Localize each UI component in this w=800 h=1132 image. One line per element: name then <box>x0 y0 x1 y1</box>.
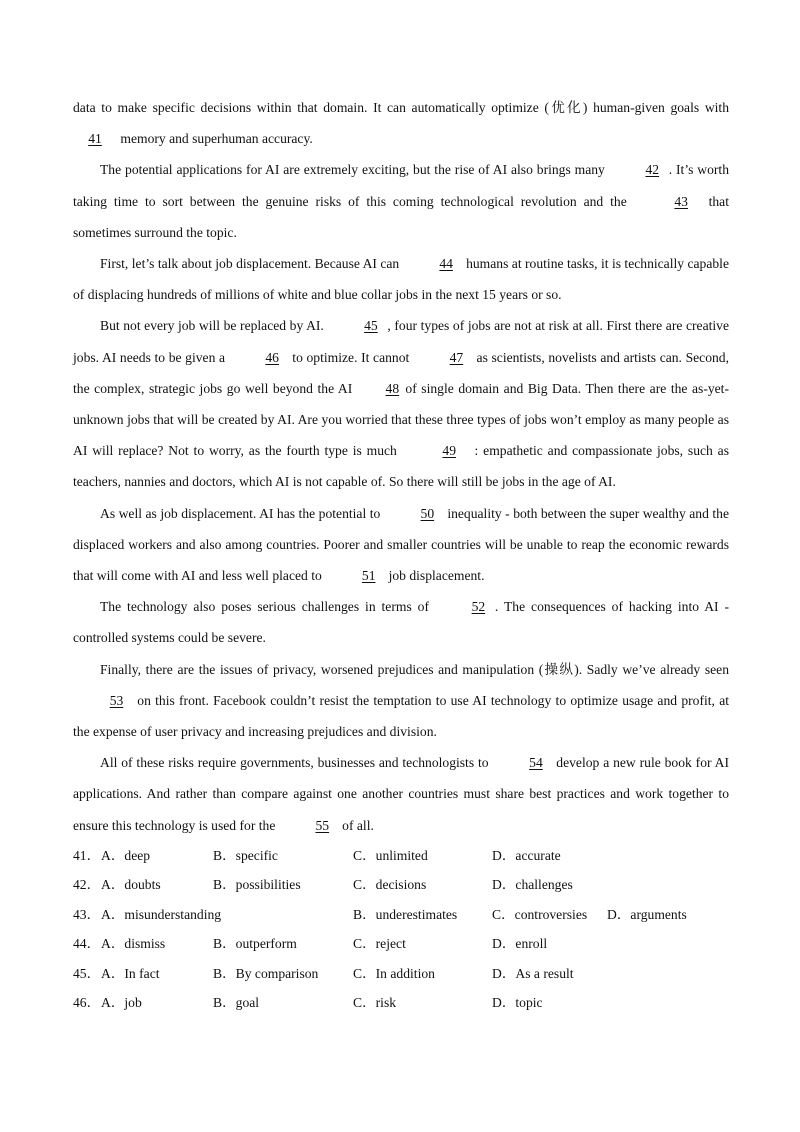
option-c: C．reject <box>353 936 406 952</box>
passage-paragraph-1: data to make specific decisions within that domain. It can automatically optimize (优化) human-given goals with 41 memory and superhuman accuracy. <box>73 92 729 154</box>
option-d: D．challenges <box>492 877 573 893</box>
option-a: A．In fact <box>101 965 160 981</box>
passage-paragraph-6: The technology also poses serious challenges in terms of 52 . The consequences of hacking into AI - controlled systems could be severe. <box>73 591 729 653</box>
option-c: C．In addition <box>353 965 435 981</box>
passage-paragraph-3: First, let’s talk about job displacement. Because AI can 44 humans at routine tasks, it is technically capable of displacing hundreds of millions of white and blue collar jobs in the next 15 years or so. <box>73 248 729 310</box>
question-46-options <box>73 988 729 1018</box>
blank-42: 42 <box>645 162 660 178</box>
blank-45: 45 <box>364 318 378 334</box>
answer-options <box>73 841 729 1018</box>
blank-43: 43 <box>674 193 688 209</box>
blank-44: 44 <box>439 256 453 272</box>
option-b: B．goal <box>213 995 260 1011</box>
option-d: D．topic <box>492 995 543 1011</box>
blank-55: 55 <box>315 817 330 833</box>
question-number: 46． <box>73 995 101 1011</box>
question-number: 44． <box>73 936 101 952</box>
question-number: 42． <box>73 877 101 893</box>
passage-paragraph-7: Finally, there are the issues of privacy, worsened prejudices and manipulation (操纵). Sadly we’ve already seen 53 on this front. Facebook couldn’t resist the temptation to use AI technology to optimize usage and profit, at the expense of user privacy and increasing prejudices and division. <box>73 661 729 740</box>
blank-54: 54 <box>529 755 543 771</box>
question-41-options <box>73 841 729 871</box>
blank-49: 49 <box>442 443 456 459</box>
blank-46: 46 <box>265 349 279 365</box>
option-c: C．unlimited <box>353 847 428 863</box>
question-number: 45． <box>73 965 101 981</box>
blank-47: 47 <box>449 349 464 365</box>
passage-paragraph-2: The potential applications for AI are extremely exciting, but the rise of AI also brings many 42 . It’s worth taking time to sort between the genuine risks of this coming technological revolution and the 43 that sometimes surround the topic. <box>73 154 729 248</box>
passage-paragraph-5: As well as job displacement. AI has the potential to 50 inequality - both between the super wealthy and the displaced workers and also among countries. Poorer and smaller countries will be unable to reap the economic rewards that will come with AI and less well placed to 51 job displacement. <box>73 498 729 592</box>
question-42-options <box>73 870 729 900</box>
option-b: B．By comparison <box>213 965 319 981</box>
blank-50: 50 <box>420 505 435 521</box>
question-number: 41． <box>73 847 101 863</box>
option-d: D．enroll <box>492 936 548 952</box>
option-d: D．accurate <box>492 847 561 863</box>
option-c: C．risk <box>353 995 397 1011</box>
option-b: B．specific <box>213 847 278 863</box>
option-a: A．doubts <box>101 877 161 893</box>
blank-48: 48 <box>385 380 400 396</box>
option-a: A．misunderstanding <box>101 906 222 922</box>
document-page <box>73 92 729 1018</box>
blank-41: 41 <box>88 131 102 147</box>
option-a: A．job <box>101 995 142 1011</box>
option-a: A．dismiss <box>101 936 166 952</box>
option-b: B．underestimates <box>353 906 458 922</box>
option-a: A．deep <box>101 847 151 863</box>
option-b: B．possibilities <box>213 877 301 893</box>
passage-paragraph-4: But not every job will be replaced by AI. 45 , four types of jobs are not at risk at all. First there are creative jobs. AI needs to be given a 46 to optimize. It cannot 47 as scientists, novelists and artists can. Second, the complex, strategic jobs go well beyond the AI 48 of single domain and Big Data. Then there are the as-yet-unknown jobs that will be created by AI. Are you worried that these three types of jobs won’t employ as many people as AI will replace? Not to worry, as the fourth type is much 49 : empathetic and compassionate jobs, such as teachers, nannies and doctors, which AI is not capable of. So there will still be jobs in the age of AI. <box>73 310 729 497</box>
question-number: 43． <box>73 906 101 922</box>
passage-paragraph-8: All of these risks require governments, businesses and technologists to 54 develop a new rule book for AI applications. And rather than compare against one another countries must share best practices and work together to ensure this technology is used for the 55 of all. <box>73 747 729 841</box>
question-43-options <box>73 900 729 930</box>
option-c: C．decisions <box>353 877 427 893</box>
question-45-options <box>73 959 729 989</box>
blank-53: 53 <box>109 692 124 708</box>
question-44-options <box>73 929 729 959</box>
option-b: B．outperform <box>213 936 297 952</box>
option-d: D．arguments <box>607 906 687 922</box>
blank-52: 52 <box>471 599 486 615</box>
blank-51: 51 <box>361 568 376 584</box>
option-d: D．As a result <box>492 965 574 981</box>
option-c: C．controversies <box>492 906 588 922</box>
